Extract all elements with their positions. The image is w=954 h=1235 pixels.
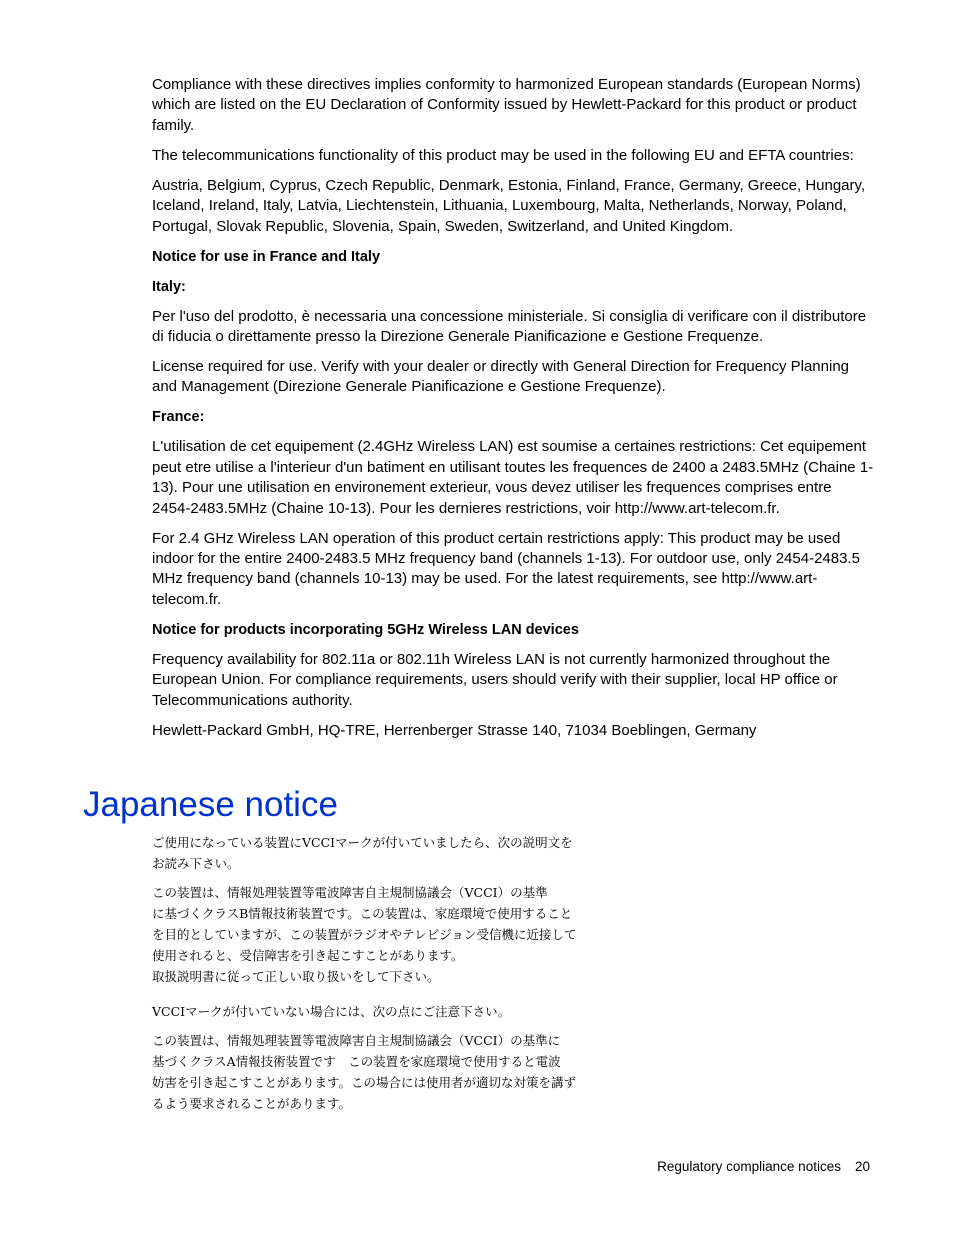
jp-line: 基づくクラスA情報技術装置です この装置を家庭環境で使用すると電波 xyxy=(152,1054,561,1069)
jp-block-class-b xyxy=(152,882,642,987)
paragraph-5ghz: Frequency availability for 802.11a or 802.11h Wireless LAN is not currently harmonized throughout the European Union. For compliance requirements, users should verify with their supplier, local HP office or Telecommunications authority. xyxy=(152,650,838,709)
paragraph-france-en: For 2.4 GHz Wireless LAN operation of this product certain restrictions apply: This product may be used indoor for the entire 2400-2483.5 MHz frequency band (channels 1-13). For outdoor use, only 2454-2483.5 MHz frequency band (channels 10-13) may be used. For the latest requirements, see http://www.art-telecom.fr. xyxy=(152,529,860,608)
jp-line: に基づくクラスB情報技術装置です。この装置は、家庭環境で使用すること xyxy=(152,906,573,921)
jp-line: を目的としていますが、この装置がラジオやテレビジョン受信機に近接して xyxy=(152,927,577,942)
jp-block-class-a xyxy=(152,1030,642,1114)
paragraph-country-list: Austria, Belgium, Cyprus, Czech Republic, Denmark, Estonia, Finland, France, Germany, Greece, Hungary, Iceland, Ireland, Italy, Latvia, Liechtenstein, Lithuania, Luxembourg, Malta, Netherlands, Norway, Poland, Portugal, Slovak Republic, Slovenia, Spain, Sweden, Switzerland, and United Kingdom. xyxy=(152,176,866,235)
jp-line: この装置は、情報処理装置等電波障害自主規制協議会（VCCI）の基準に xyxy=(152,1033,561,1048)
paragraph-italy-it: Per l'uso del prodotto, è necessaria una concessione ministeriale. Si consiglia di verificare con il distributore di fiducia o direttamente presso la Direzione Generale Pianificazione e Gestione Frequenze. xyxy=(152,307,867,346)
heading-france: France: xyxy=(152,409,205,426)
page-footer xyxy=(657,1158,870,1176)
jp-line: 妨害を引き起こすことがあります。この場合には使用者が適切な対策を講ず xyxy=(152,1075,577,1090)
paragraph-italy-en: License required for use. Verify with your dealer or directly with General Direction for Frequency Planning and Management (Direzione Generale Pianificazione e Gestione Frequenze). xyxy=(152,358,850,396)
jp-block-intro xyxy=(152,832,642,874)
paragraph-eu-efta-intro: The telecommunications functionality of this product may be used in the following EU and EFTA countries: xyxy=(152,146,854,164)
body-text xyxy=(152,75,874,751)
jp-line: この装置は、情報処理装置等電波障害自主規制協議会（VCCI）の基準 xyxy=(152,885,548,900)
heading-italy: Italy: xyxy=(152,278,186,295)
footer-section-label: Regulatory compliance notices xyxy=(657,1159,841,1174)
jp-line: VCCIマークが付いていない場合には、次の点にご注意下さい。 xyxy=(152,1004,511,1019)
jp-line: ご使用になっている装置にVCCIマークが付いていましたら、次の説明文を xyxy=(152,835,573,850)
section-title: Japanese notice xyxy=(83,785,338,824)
paragraph-en-directives: Compliance with these directives implies conformity to harmonized European standards (European Norms) which are listed on the EU Declaration of Conformity issued by Hewlett-Packard for this product or product family. xyxy=(152,76,861,134)
heading-france-italy: Notice for use in France and Italy xyxy=(152,248,381,265)
jp-line: お読み下さい。 xyxy=(152,856,240,871)
paragraph-hp-address: Hewlett-Packard GmbH, HQ-TRE, Herrenberger Strasse 140, 71034 Boeblingen, Germany xyxy=(152,721,757,739)
jp-block-no-mark xyxy=(152,1001,642,1022)
paragraph-france-fr: L'utilisation de cet equipement (2.4GHz Wireless LAN) est soumise a certaines restrictions: Cet equipement peut etre utilise a l'interieur d'un batiment en utilisant toutes les frequences de 2400 a 2483.5MHz (Chaine 1-13). Pour une utilisation en environement exterieur, vous devez utiliser les frequences comprises entre 2454-2483.5MHz (Chaine 10-13). Pour les dernieres restrictions, voir http://www.art-telecom.fr. xyxy=(152,438,874,517)
page-number: 20 xyxy=(854,1159,870,1174)
heading-5ghz: Notice for products incorporating 5GHz Wireless LAN devices xyxy=(152,621,579,638)
jp-line: るよう要求されることがあります。 xyxy=(152,1096,352,1111)
japanese-notice xyxy=(152,832,642,1114)
jp-line: 使用されると、受信障害を引き起こすことがあります。 xyxy=(152,948,464,963)
jp-line: 取扱説明書に従って正しい取り扱いをして下さい。 xyxy=(152,969,440,984)
